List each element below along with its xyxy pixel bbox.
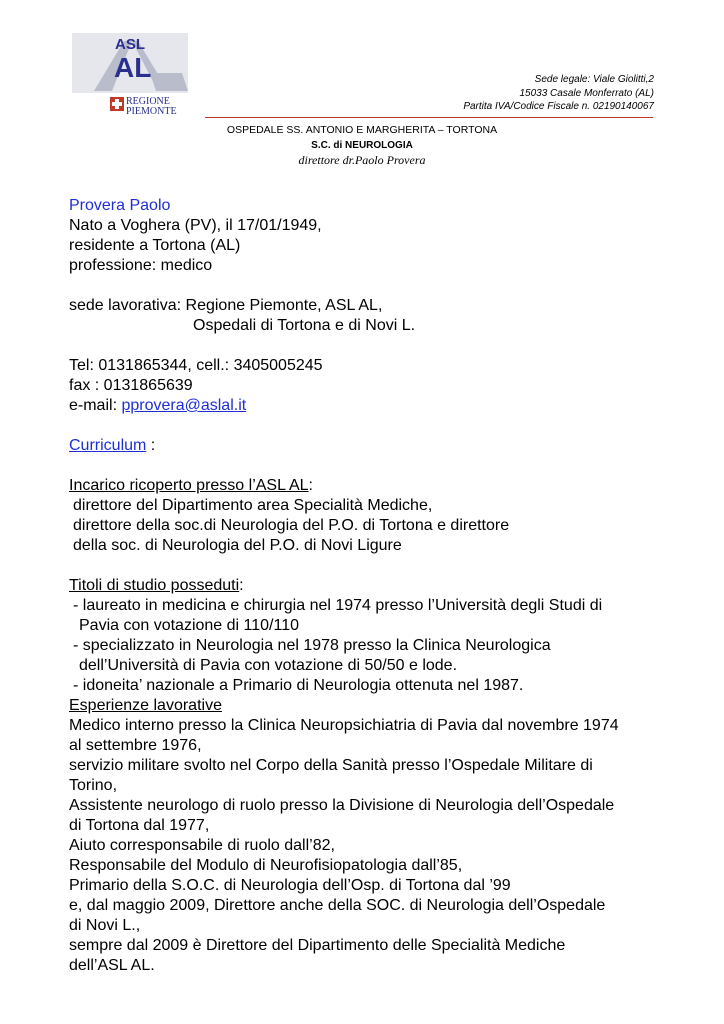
logo-piemonte-text: PIEMONTE [126,106,177,117]
sede-legale [463,73,654,114]
sede-lavorativa-cont: Ospedali di Tortona e di Novi L. [193,317,416,334]
titoli-item: - specializzato in Neurologia nel 1978 presso la Clinica Neurologica [73,637,551,654]
email-line [69,396,669,416]
logo-al-text: AL [114,52,152,83]
titoli-title: Titoli di studio posseduti [69,577,240,594]
titoli-item: - idoneita’ nazionale a Primario di Neurologia ottenuta nel 1987. [73,677,524,694]
header-divider [205,117,653,118]
logo-regione-text: REGIONE [126,96,170,107]
tel-line: Tel: 0131865344, cell.: 3405005245 [69,357,323,374]
esperienze-item: al settembre 1976, [69,737,202,754]
titoli-heading: Titoli di studio posseduti: [69,577,244,594]
esperienze-item: di Tortona dal 1977, [69,817,210,834]
esperienze-item: Aiuto corresponsabile di ruolo dall’82, [69,837,335,854]
esperienze-item: e, dal maggio 2009, Direttore anche della SOC. di Neurologia dell’Ospedale [69,897,606,914]
sede-line: 15033 Casale Monferrato (AL) [519,87,654,99]
esperienze-item: Primario della S.O.C. di Neurologia dell’Osp. di Tortona dal ’99 [69,877,511,894]
esperienze-item: Assistente neurologo di ruolo presso la Divisione di Neurologia dell’Ospedale [69,797,615,814]
hospital-name: OSPEDALE SS. ANTONIO E MARGHERITA – TORTONA [226,124,498,136]
fax-line: fax : 0131865639 [69,377,193,394]
esperienze-item: Medico interno presso la Clinica Neuropsichiatria di Pavia dal novembre 1974 [69,717,619,734]
incarico-heading: Incarico ricoperto presso l’ASL AL: [69,477,313,494]
email-label: e-mail: [69,397,122,414]
curriculum-heading [69,436,669,456]
incarico-item: della soc. di Neurologia del P.O. di Novi Ligure [73,537,402,554]
esperienze-heading: Esperienze lavorative [69,697,222,714]
titoli-item: - laureato in medicina e chirurgia nel 1974 presso l’Università degli Studi di [73,597,603,614]
sede-line: Partita IVA/Codice Fiscale n. 02190140067 [463,101,654,112]
document-body [69,196,669,976]
esperienze-item: sempre dal 2009 è Direttore del Dipartimento delle Specialità Mediche [69,937,566,954]
esperienze-item: di Novi L., [69,917,141,934]
esperienze-item: Responsabile del Modulo di Neurofisiopatologia dall’85, [69,857,463,874]
sede-line: Sede legale: Viale Giolitti,2 [534,74,654,85]
director-line: direttore dr.Paolo Provera [298,153,426,167]
asl-al-logo [72,33,202,119]
residence-line: residente a Tortona (AL) [69,237,241,254]
incarico-title: Incarico ricoperto presso l’ASL AL [69,477,309,494]
department-name: S.C. di NEUROLOGIA [311,140,413,151]
incarico-item: direttore del Dipartimento area Specialità Mediche, [73,497,433,514]
logo-asl-text: ASL [115,36,145,53]
esperienze-item: dell’ASL AL. [69,957,155,974]
person-name: Provera Paolo [69,197,171,214]
titoli-item: Pavia con votazione di 110/110 [79,617,300,634]
birth-line: Nato a Voghera (PV), il 17/01/1949, [69,217,322,234]
sede-lavorativa: sede lavorativa: Regione Piemonte, ASL AL, [69,297,383,314]
esperienze-item: Torino, [69,777,118,794]
titoli-item: dell’Università di Pavia con votazione di 50/50 e lode. [79,657,458,674]
curriculum-colon: : [146,437,156,454]
curriculum-title: Curriculum [69,437,147,454]
profession-line: professione: medico [69,257,213,274]
email-link[interactable]: pprovera@aslal.it [121,397,247,414]
esperienze-item: servizio militare svolto nel Corpo della Sanità presso l’Ospedale Militare di [69,757,593,774]
incarico-item: direttore della soc.di Neurologia del P.O. di Tortona e direttore [73,517,510,534]
